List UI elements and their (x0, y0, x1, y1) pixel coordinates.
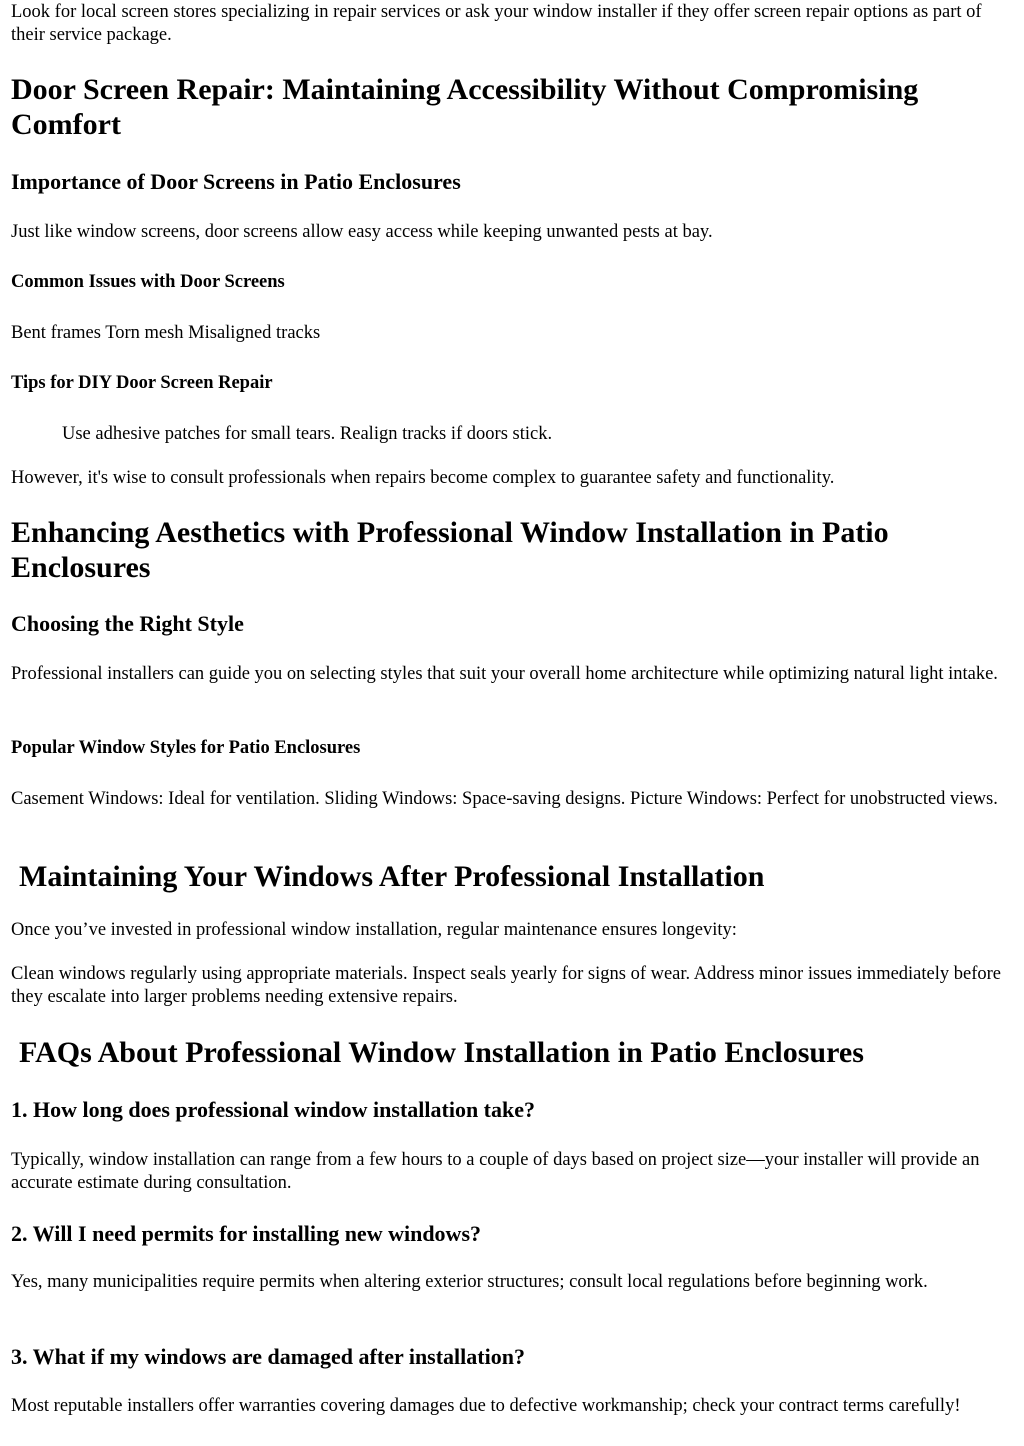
popular-styles-paragraph: Casement Windows: Ideal for ventilation. Sliding Windows: Space-saving designs. Picture Windows: Perfect for unobstructed views. (11, 789, 998, 809)
door-screen-importance-heading: Importance of Door Screens in Patio Enclosures (11, 169, 461, 194)
door-screen-tips-note: However, it's wise to consult professionals when repairs become complex to guarantee safety and functionality. (11, 468, 835, 488)
maintenance-tips-paragraph: Clean windows regularly using appropriate materials. Inspect seals yearly for signs of wear. Address minor issues immediately before they escalate into larger problems needing extensive repairs. (11, 964, 1002, 1007)
popular-styles-heading: Popular Window Styles for Patio Enclosures (11, 738, 361, 758)
faq-question: 3. What if my windows are damaged after installation? (11, 1344, 525, 1369)
faq-question: 1. How long does professional window installation take? (11, 1097, 536, 1122)
door-screen-issues-heading: Common Issues with Door Screens (11, 272, 285, 292)
intro-paragraph: Look for local screen stores specializing in repair services or ask your window installer if they offer screen repair options as part of their service package. (11, 2, 982, 45)
faq-answer: Most reputable installers offer warranties covering damages due to defective workmanship; check your contract terms carefully! (11, 1396, 961, 1416)
faq-heading: FAQs About Professional Window Installation in Patio Enclosures (19, 1036, 864, 1069)
door-screen-importance-paragraph: Just like window screens, door screens allow easy access while keeping unwanted pests at bay. (11, 222, 713, 242)
faq-answer: Typically, window installation can range from a few hours to a couple of days based on project size—your installer will provide an accurate estimate during consultation. (11, 1150, 980, 1193)
door-screen-tips-paragraph: Use adhesive patches for small tears. Realign tracks if doors stick. (62, 424, 553, 444)
door-screen-tips-heading: Tips for DIY Door Screen Repair (11, 373, 273, 393)
aesthetics-heading: Enhancing Aesthetics with Professional Window Installation in Patio Enclosures (11, 516, 889, 584)
faq-answer: Yes, many municipalities require permits when altering exterior structures; consult local regulations before beginning work. (11, 1272, 928, 1292)
maintenance-intro-paragraph: Once you’ve invested in professional window installation, regular maintenance ensures longevity: (11, 920, 737, 940)
faq-question: 2. Will I need permits for installing new windows? (11, 1221, 482, 1246)
choosing-style-paragraph: Professional installers can guide you on selecting styles that suit your overall home architecture while optimizing natural light intake. (11, 664, 998, 684)
choosing-style-heading: Choosing the Right Style (11, 611, 244, 636)
door-screen-issues-paragraph: Bent frames Torn mesh Misaligned tracks (11, 323, 321, 343)
door-screen-repair-heading: Door Screen Repair: Maintaining Accessibility Without Compromising Comfort (11, 73, 919, 141)
maintenance-heading: Maintaining Your Windows After Professional Installation (19, 860, 765, 893)
